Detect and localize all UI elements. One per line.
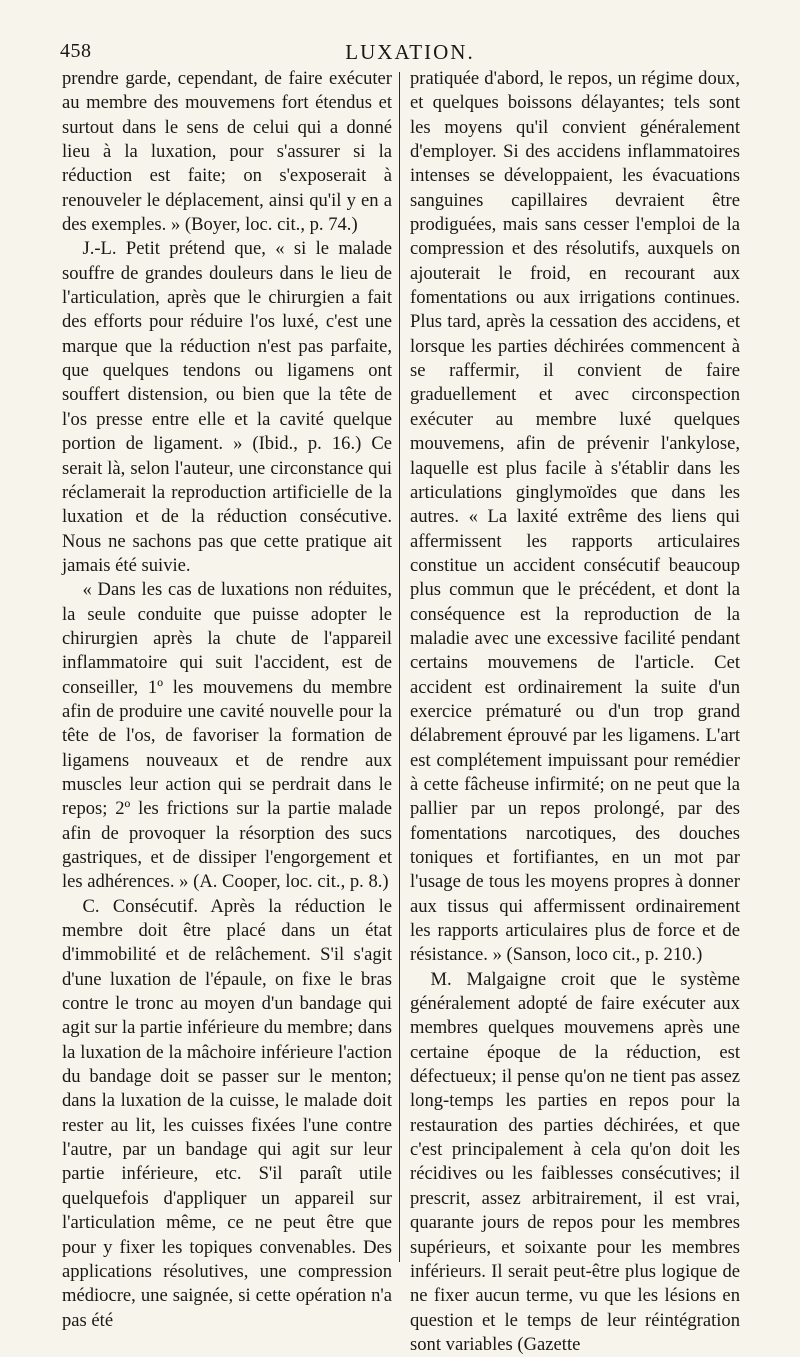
paragraph: pratiquée d'abord, le repos, un régime doux, et quelques boissons délayantes; tels sont les moyens qu'il convient généralement d'employer. Si des accidens inflammatoires intenses se développaient, les évacuations sanguines capillaires devraient être prodiguées, mais sans cesser l'emploi de la compression et des résolutifs, auxquels on ajouterait le froid, en recourant aux fomentations ou aux irrigations continues. Plus tard, après la cessation des accidens, et lorsque les parties déchirées commencent à se raffermir, il convient de faire graduellement et avec circonspection exécuter au membre luxé quelques mouvemens, afin de prévenir l'ankylose, laquelle est plus facile à s'établir dans les articulations ginglymoïdes que dans les autres. « La laxité extrême des liens qui affermissent les rapports articulaires constitue un accident consécutif beaucoup plus commun que le précédent, et dont la conséquence est la reproduction de la maladie avec une excessive facilité pendant certains mouvemens de l'article. Cet accident est ordinairement la suite d'un exercice prématuré ou d'un trop grand délabrement éprouvé par les ligamens. L'art est complétement impuissant pour remédier à cette fâcheuse infirmité; on ne peut que la pallier par un repos prolongé, par des fomentations narcotiques, des douches toniques et fortifiantes, en un mot par l'usage de tous les moyens propres à donner aux tissus qui affermissent ordinairement les rapports articulaires plus de force et de résistance. » (Sanson, loco cit., p. 210.) — [410, 68, 740, 966]
running-title: LUXATION. — [345, 40, 475, 64]
paragraph: J.-L. Petit prétend que, « si le malade souffre de grandes douleurs dans le lieu de l'articulation, après que le chirurgien a fait des efforts pour réduire l'os luxé, c'est une marque que la réduction n'est pas parfaite, que quelques tendons ou ligamens ont souffert distension, ou bien que la tête de l'os presse entre elle et la cavité quelque portion de ligament. » (Ibid., p. 16.) Ce serait là, selon l'auteur, une circonstance qui réclamerait la reproduction artificielle de la luxation et de la réduction consécutive. Nous ne sachons pas que cette pratique ait jamais été suivie. — [62, 238, 392, 576]
paragraph: prendre garde, cependant, de faire exécuter au membre des mouvemens fort étendus et surtout dans le sens de celui qui a donné lieu à la luxation, pour s'assurer si la réduction est faite; on s'exposerait à renouveler le déplacement, ainsi qu'il y en a des exemples. » (Boyer, loc. cit., p. 74.) — [62, 68, 392, 236]
page-header — [60, 40, 760, 70]
column-divider — [399, 72, 400, 1262]
right-column — [410, 67, 740, 1357]
paragraph: « Dans les cas de luxations non réduites, la seule conduite que puisse adopter le chirurgien après la chute de l'appareil inflammatoire qui suit l'accident, est de conseiller, 1º les mouvemens du membre afin de produire une cavité nouvelle pour la tête de l'os, de favoriser la formation de ligamens nouveaux et de rendre aux muscles leur action qui se perdrait dans le repos; 2º les frictions sur la partie malade afin de provoquer la résorption des sucs gastriques, et de dissiper l'engorgement et les adhérences. » (A. Cooper, loc. cit., p. 8.) — [62, 579, 392, 893]
paragraph: M. Malgaigne croit que le système généralement adopté de faire exécuter aux membres quelques mouvemens après une certaine époque de la réduction, est défectueux; il pense qu'on ne tient pas assez long-temps les parties en repos pour la restauration des parties déchirées, et que c'est principalement à cela qu'on doit les récidives ou les faiblesses consécutives; il prescrit, assez arbitrairement, il est vrai, quarante jours de repos pour les membres supérieurs, et soixante pour les membres inférieurs. Il serait peut-être plus logique de ne fixer aucun terme, vu que les lésions en question et le temps de leur réintégration sont variables (Gazette — [410, 968, 740, 1355]
page-number: 458 — [60, 40, 92, 62]
paragraph: C. Consécutif. Après la réduction le membre doit être placé dans un état d'immobilité et de relâchement. S'il s'agit d'une luxation de l'épaule, on fixe le bras contre le tronc au moyen d'un bandage qui agit sur la partie inférieure du membre; dans la luxation de la mâchoire inférieure l'action du bandage doit se passer sur le menton; dans la luxation de la cuisse, le malade doit rester au lit, les cuisses fixées l'une contre l'autre, par un bandage qui agit sur leur partie inférieure, etc. S'il paraît utile quelquefois d'appliquer un appareil sur l'articulation même, ce ne peut être que pour y fixer les topiques convenables. Des applications résolutives, une compression médiocre, une saignée, si cette opération n'a pas été — [62, 895, 392, 1331]
left-column — [62, 67, 392, 1333]
